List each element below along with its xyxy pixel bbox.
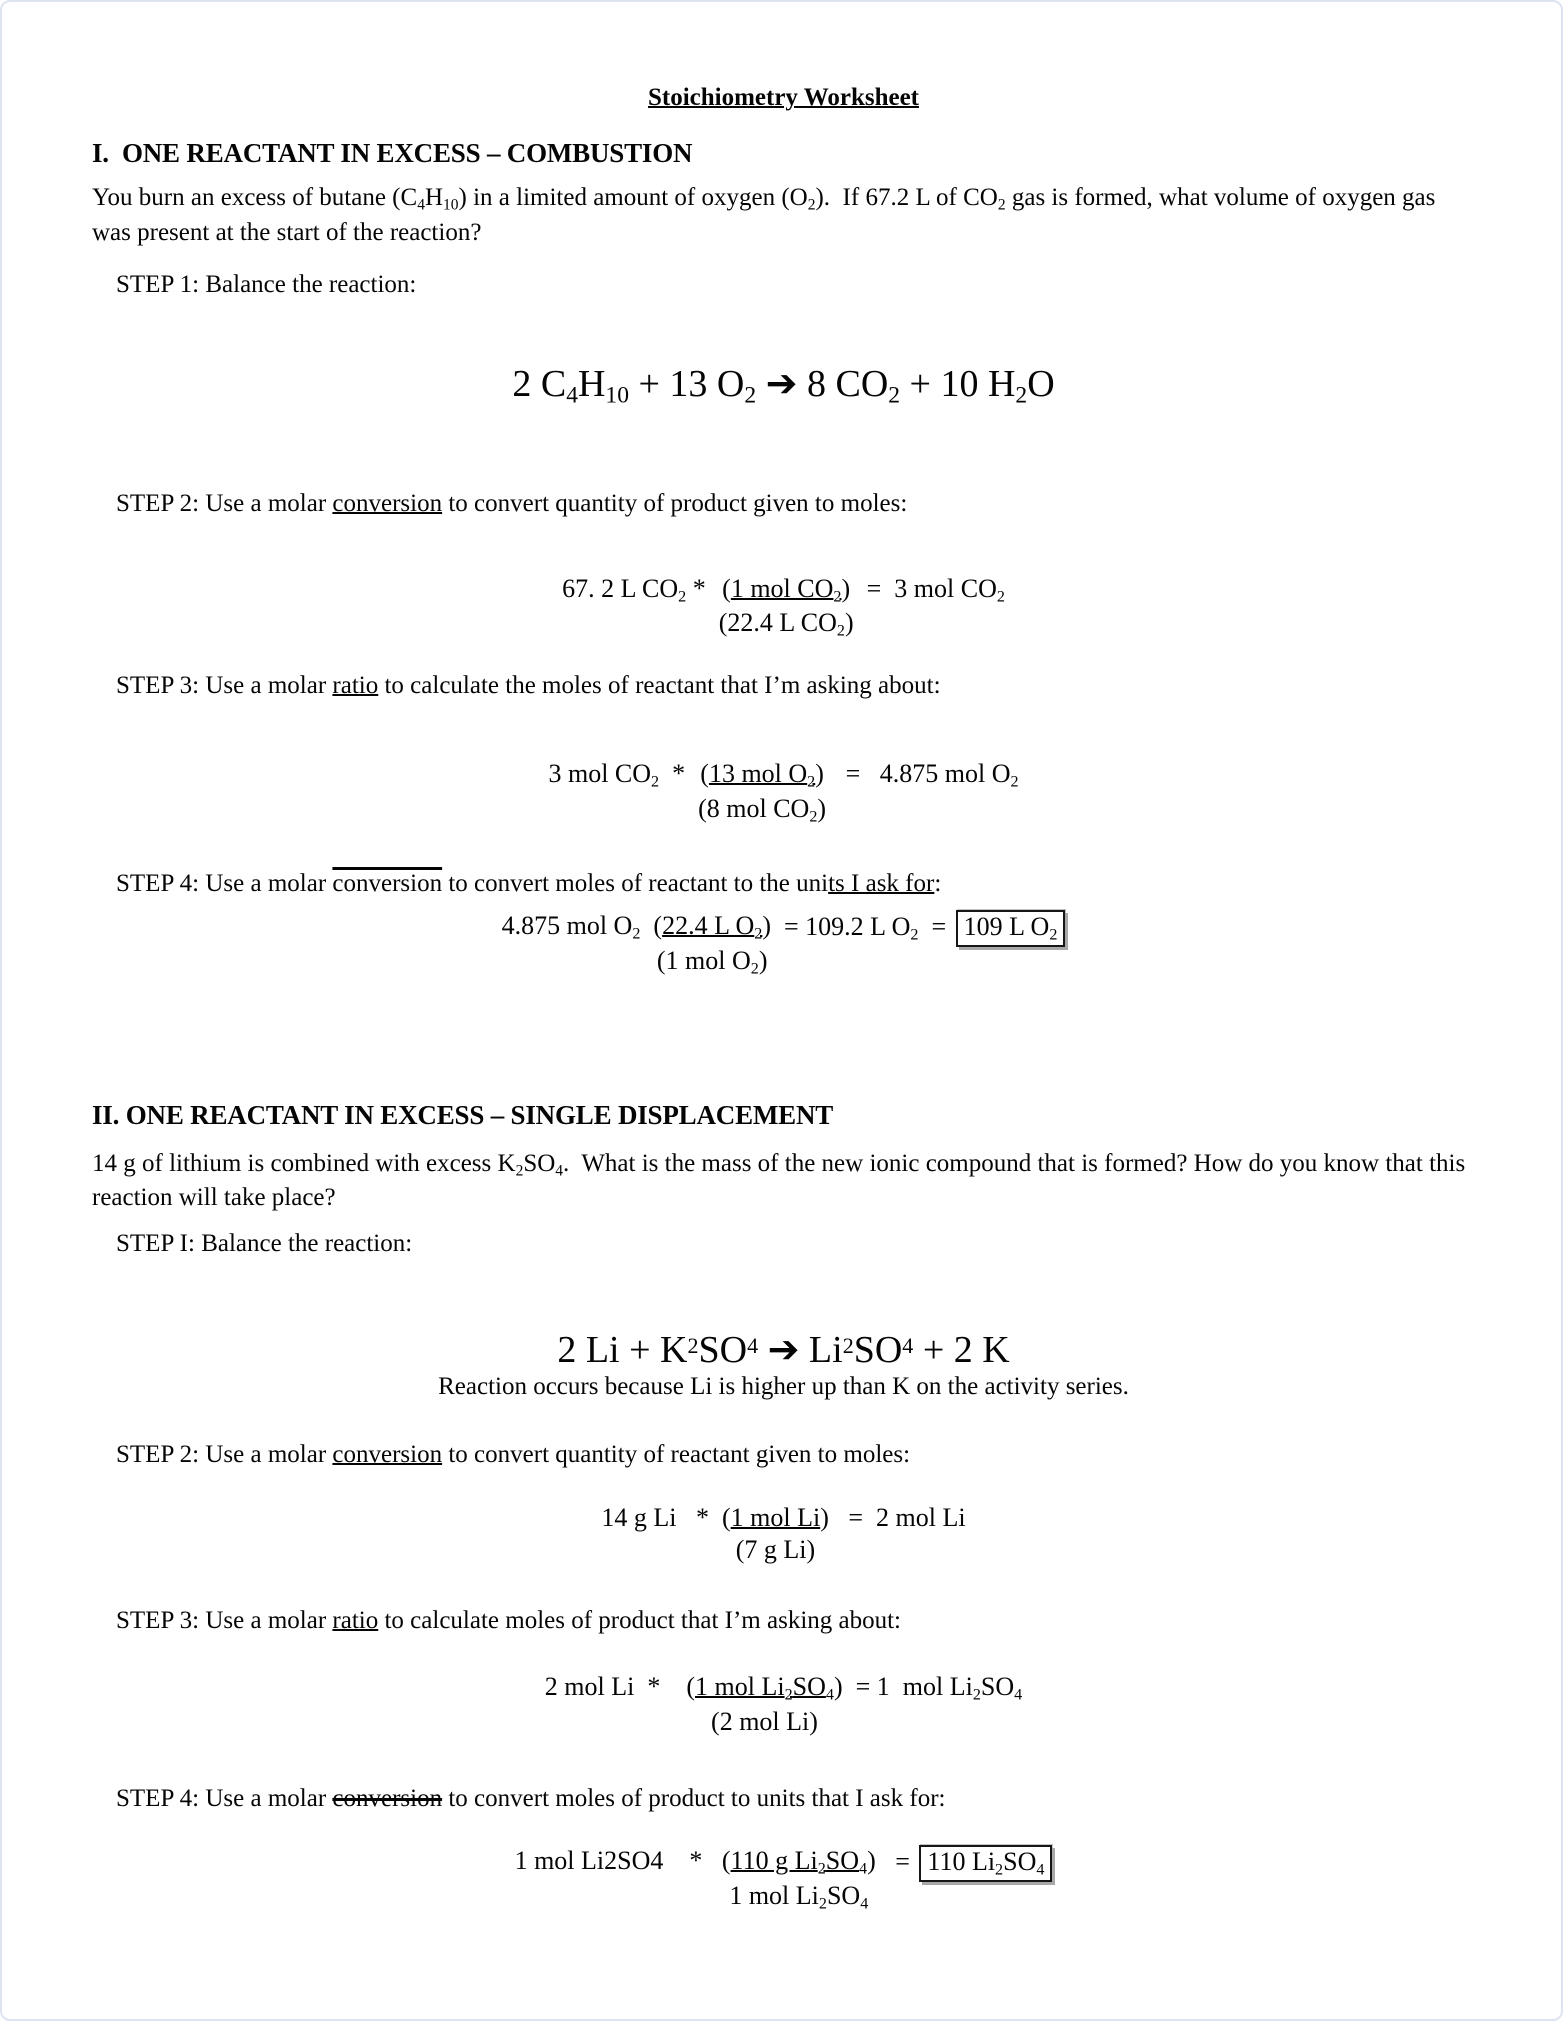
fraction-numerator: (22.4 L O2)	[653, 911, 772, 943]
problem-2-step-4-label: STEP 4: Use a molar conversion to convert moles of product to units that I ask for:	[116, 1784, 946, 1812]
problem-1	[92, 138, 1475, 980]
calc-left: 14 g Li *	[601, 1502, 722, 1532]
problem-2-step-3-label: STEP 3: Use a molar ratio to calculate moles of product that I’m asking about:	[116, 1606, 902, 1634]
fraction	[722, 1845, 876, 1914]
calc-left: 3 mol CO2 *	[548, 759, 699, 791]
problem-1-heading: I. ONE REACTANT IN EXCESS – COMBUSTION	[92, 138, 693, 168]
calc-result-boxed-answer: = 109.2 L O2 = 109 L O2	[771, 910, 1065, 947]
calculation-2-final-answer	[92, 1845, 1475, 1914]
fraction-denominator: (1 mol O2)	[656, 945, 768, 978]
problem-2-step-1-label: STEP I: Balance the reaction:	[116, 1230, 413, 1258]
problem-2-text: 14 g of lithium is combined with excess K2SO4. What is the mass of the new ionic compound that is formed? How do you know that this reaction will take place?	[92, 1149, 1472, 1212]
problem-1-step-3-label: STEP 3: Use a molar ratio to calculate the moles of reactant that I’m asking about:	[116, 671, 941, 699]
calc-left: 1 mol Li2SO4 *	[514, 1846, 722, 1876]
balanced-equation-1: 2 C4H10 + 13 O2 ➔ 8 CO2 + 10 H2O	[512, 361, 1055, 409]
problem-2-step-2-label: STEP 2: Use a molar conversion to convert quantity of reactant given to moles:	[116, 1441, 911, 1469]
problem-1-text: You burn an excess of butane (C4H10) in a limited amount of oxygen (O2). If 67.2 L of CO2 gas is formed, what volume of oxygen gas was present at the start of the reaction?	[92, 184, 1442, 246]
problem-1-step-1-label: STEP 1: Balance the reaction:	[116, 270, 417, 298]
fraction-numerator: (13 mol O2)	[700, 759, 824, 791]
fraction-denominator: (2 mol Li)	[711, 1707, 818, 1737]
calc-result: = 2 mol Li	[828, 1502, 966, 1532]
calc-result: = 1 mol Li2SO4	[842, 1672, 1023, 1704]
equation-2-note: Reaction occurs because Li is higher up than K on the activity series.	[438, 1373, 1129, 1401]
fraction	[686, 1671, 842, 1738]
fraction-numerator: (1 mol Li)	[721, 1502, 829, 1532]
problem-2	[92, 1100, 1475, 1915]
fraction	[653, 910, 771, 979]
problem-2-heading: II. ONE REACTANT IN EXCESS – SINGLE DISPLACEMENT	[92, 1099, 834, 1130]
problem-1-step-4-label: STEP 4: Use a molar conversion to convert moles of reactant to the units I ask for:	[116, 869, 942, 897]
calculation-2-molar-ratio	[92, 1671, 1475, 1738]
fraction-denominator: (8 mol CO2)	[698, 794, 827, 826]
calculation-1-molar-conversion	[92, 573, 1475, 642]
fraction-denominator: 1 mol Li2SO4	[729, 1880, 869, 1913]
calculation-1-final-answer	[92, 910, 1475, 979]
calc-result-boxed-answer: = 110 Li2SO4	[876, 1845, 1053, 1882]
calculation-2-molar-conversion	[92, 1502, 1475, 1567]
balanced-equation-2: 2 $Li + K^2SO^4$ ➔ $Li^2SO^4 + 2$ K	[557, 1326, 1010, 1371]
calc-result: = 4.875 mol O2	[826, 759, 1019, 791]
fraction-denominator: (22.4 L CO2)	[718, 608, 854, 640]
page-title: Stoichiometry Worksheet	[647, 84, 920, 111]
calculation-1-molar-ratio	[92, 758, 1475, 827]
fraction-denominator: (7 g Li)	[735, 1535, 816, 1565]
problem-1-step-2-label: STEP 2: Use a molar conversion to convert quantity of product given to moles:	[116, 490, 908, 518]
fraction	[698, 758, 826, 827]
fraction-numerator: (110 g Li2SO4)	[721, 1846, 876, 1878]
fraction	[719, 573, 854, 642]
calc-left: 67. 2 L CO2 *	[562, 573, 719, 606]
fraction	[722, 1502, 829, 1567]
fraction-numerator: (1 mol Li2SO4)	[686, 1672, 843, 1704]
calc-left: 4.875 mol O2	[501, 911, 641, 943]
calc-left: 2 mol Li *	[544, 1672, 687, 1702]
fraction-numerator: (1 mol CO2)	[722, 573, 851, 606]
calc-result: = 3 mol CO2	[853, 573, 1005, 606]
